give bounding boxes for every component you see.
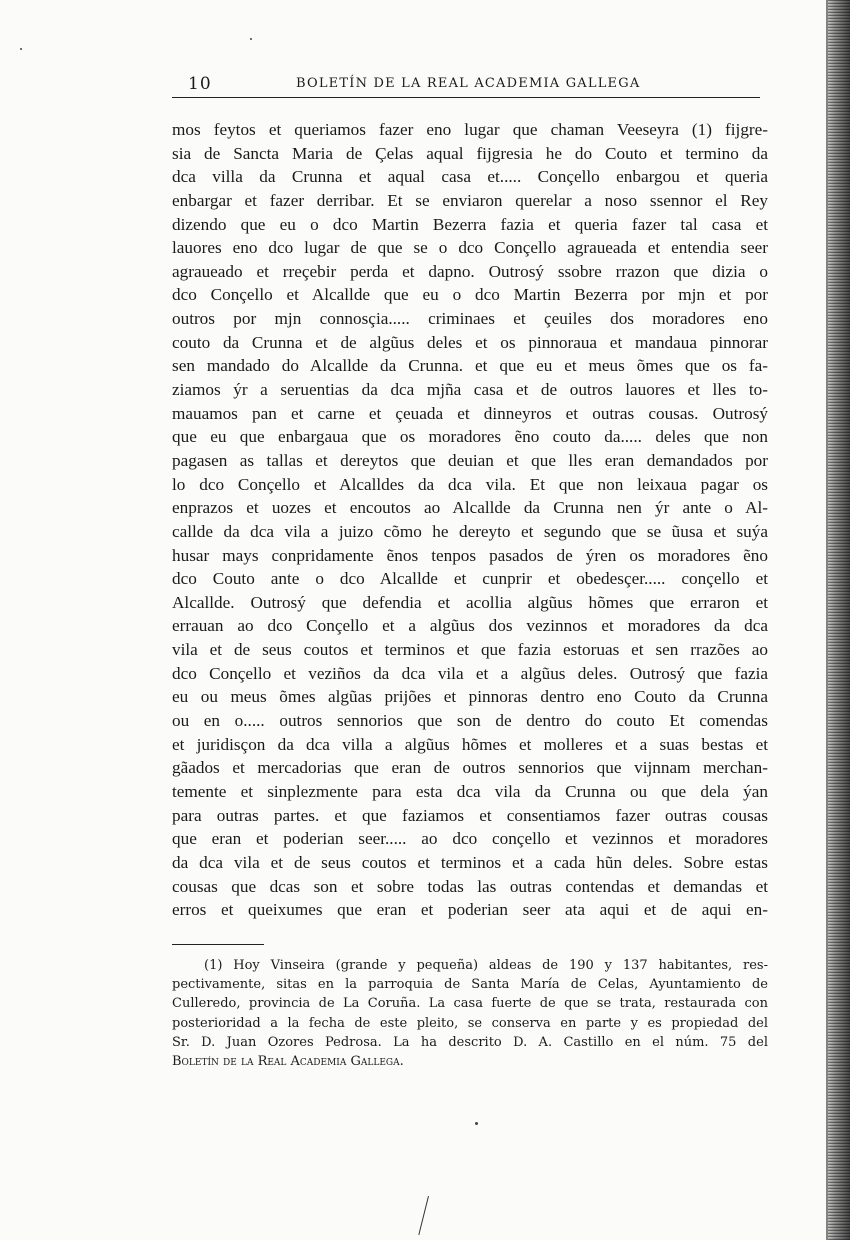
running-title: BOLETÍN DE LA REAL ACADEMIA GALLEGA (296, 76, 641, 91)
body-line: vila et de seus coutos et terminos et que fazia estoruas et sen rrazões ao (172, 640, 768, 660)
body-line: temente et sinplezmente para esta dca vila da Crunna ou que dela ýan (172, 781, 768, 801)
body-line: eu ou meus õmes algũas prijões et pinnoras dentro eno Couto da Crunna (172, 687, 768, 707)
body-line: erros et queixumes que eran et poderian seer ata aqui et de aqui en- (172, 900, 768, 920)
body-line: da dca vila et de seus coutos et terminos et a cada hũn deles. Sobre estas (172, 852, 768, 872)
body-line: que eran et poderian seer..... ao dco conçello et vezinnos et moradores (172, 829, 768, 849)
body-line: errauan ao dco Conçello et a algũus dos vezinnos et moradores da dca (172, 616, 768, 636)
scan-scratch (418, 1196, 429, 1235)
scan-speck (250, 38, 252, 40)
footnote-line: Sr. D. Juan Ozores Pedrosa. La ha descrito D. A. Castillo en el núm. 75 del (172, 1034, 768, 1050)
body-line: sen mandado do Alcallde da Crunna. et que eu et meus õmes que os fa- (172, 356, 768, 376)
body-line: enprazos et uozes et encoutos ao Alcallde da Crunna nen ýr ante o Al- (172, 498, 768, 518)
body-line: gãados et mercadorias que eran de outros sennorios que vijnnam merchan- (172, 758, 768, 778)
body-line: lo dco Conçello et Alcalldes da dca vila. Et que non leixaua pagar os (172, 474, 768, 494)
body-line: dco Conçello et veziños da dca vila et a algũus deles. Outrosý que fazia (172, 663, 768, 683)
body-line: agraueado et rreçebir perda et dapno. Outrosý ssobre rrazon que dizia o (172, 261, 768, 281)
body-line: couto da Crunna et de algũus deles et os pinnoraua et mandaua pinnorar (172, 332, 768, 352)
body-line: mos feytos et queriamos fazer eno lugar que chaman Veeseyra (1) fijgre- (172, 120, 768, 139)
footnote-line: pectivamente, sitas en la parroquia de Santa María de Celas, Ayuntamiento de (172, 977, 768, 993)
scan-speck (475, 1122, 478, 1125)
footnote-reference: Boletín de la Real Academia Gallega. (172, 1053, 404, 1069)
body-line: dco Conçello et Alcallde que eu o dco Martin Bezerra por mjn et por (172, 285, 768, 305)
footnote-line: posterioridad a la fecha de este pleito, se conserva en parte y es propiedad del (172, 1015, 768, 1031)
body-line: ziamos ýr a seruentias da dca mjña casa et de outros lauores et lles to- (172, 380, 768, 400)
body-line: husar mays conpridamente ẽnos tenpos pasados de ýren os moradores ẽno (172, 545, 768, 565)
scan-speck (20, 48, 22, 50)
body-line: dca villa da Crunna et aqual casa et..... Conçello enbargou et queria (172, 167, 768, 187)
body-line: ou en o..... outros sennorios que son de dentro do couto Et comendas (172, 711, 768, 731)
body-line: lauores eno dco lugar de que se o dco Conçello agraueada et entendia seer (172, 238, 768, 258)
body-line: pagasen as tallas et dereytos que deuian et que lles eran demandados por (172, 450, 768, 470)
header-rule (172, 97, 760, 98)
book-spine-edge (828, 0, 850, 1240)
footnote (172, 956, 768, 1071)
body-line: sia de Sancta Maria de Çelas aqual fijgresia he do Couto et termino da (172, 143, 768, 163)
body-line: para outras partes. et que faziamos et consentiamos fazer outras cousas (172, 805, 768, 825)
body-line: et juridisçon da dca villa a algũus hõmes et molleres et a suas bestas et (172, 734, 768, 754)
page-number: 10 (188, 74, 212, 94)
body-line: outros por mjn connosçia..... criminaes et çeuiles dos moradores eno (172, 309, 768, 329)
body-line: enbargar et fazer derribar. Et se enviaron querelar a noso ssennor el Rey (172, 190, 768, 210)
body-line: Alcallde. Outrosý que defendia et acollia algũus hõmes que erraron et (172, 592, 768, 612)
page-header (172, 72, 760, 96)
body-line: mauamos pan et carne et çeuada et dinneyros et outras cousas. Outrosý (172, 403, 768, 423)
body-line: dizendo que eu o dco Martin Bezerra fazia et queria fazer tal casa et (172, 214, 768, 234)
footnote-line: Culleredo, provincia de La Coruña. La casa fuerte de que se trata, restaurada con (172, 996, 768, 1012)
body-line: callde da dca vila a juizo cõmo he dereyto et segundo que se ũusa et suýa (172, 521, 768, 541)
body-text (172, 118, 768, 922)
footnote-line: (1) Hoy Vinseira (grande y pequeña) aldeas de 190 y 137 habitantes, res- (204, 958, 768, 973)
body-line: cousas que dcas son et sobre todas las outras contendas et demandas et (172, 876, 768, 896)
body-line: dco Couto ante o dco Alcallde et cunprir et obedesçer..... conçello et (172, 569, 768, 589)
body-line: que eu que enbargaua que os moradores ẽno couto da..... deles que non (172, 427, 768, 447)
footnote-rule (172, 944, 264, 945)
